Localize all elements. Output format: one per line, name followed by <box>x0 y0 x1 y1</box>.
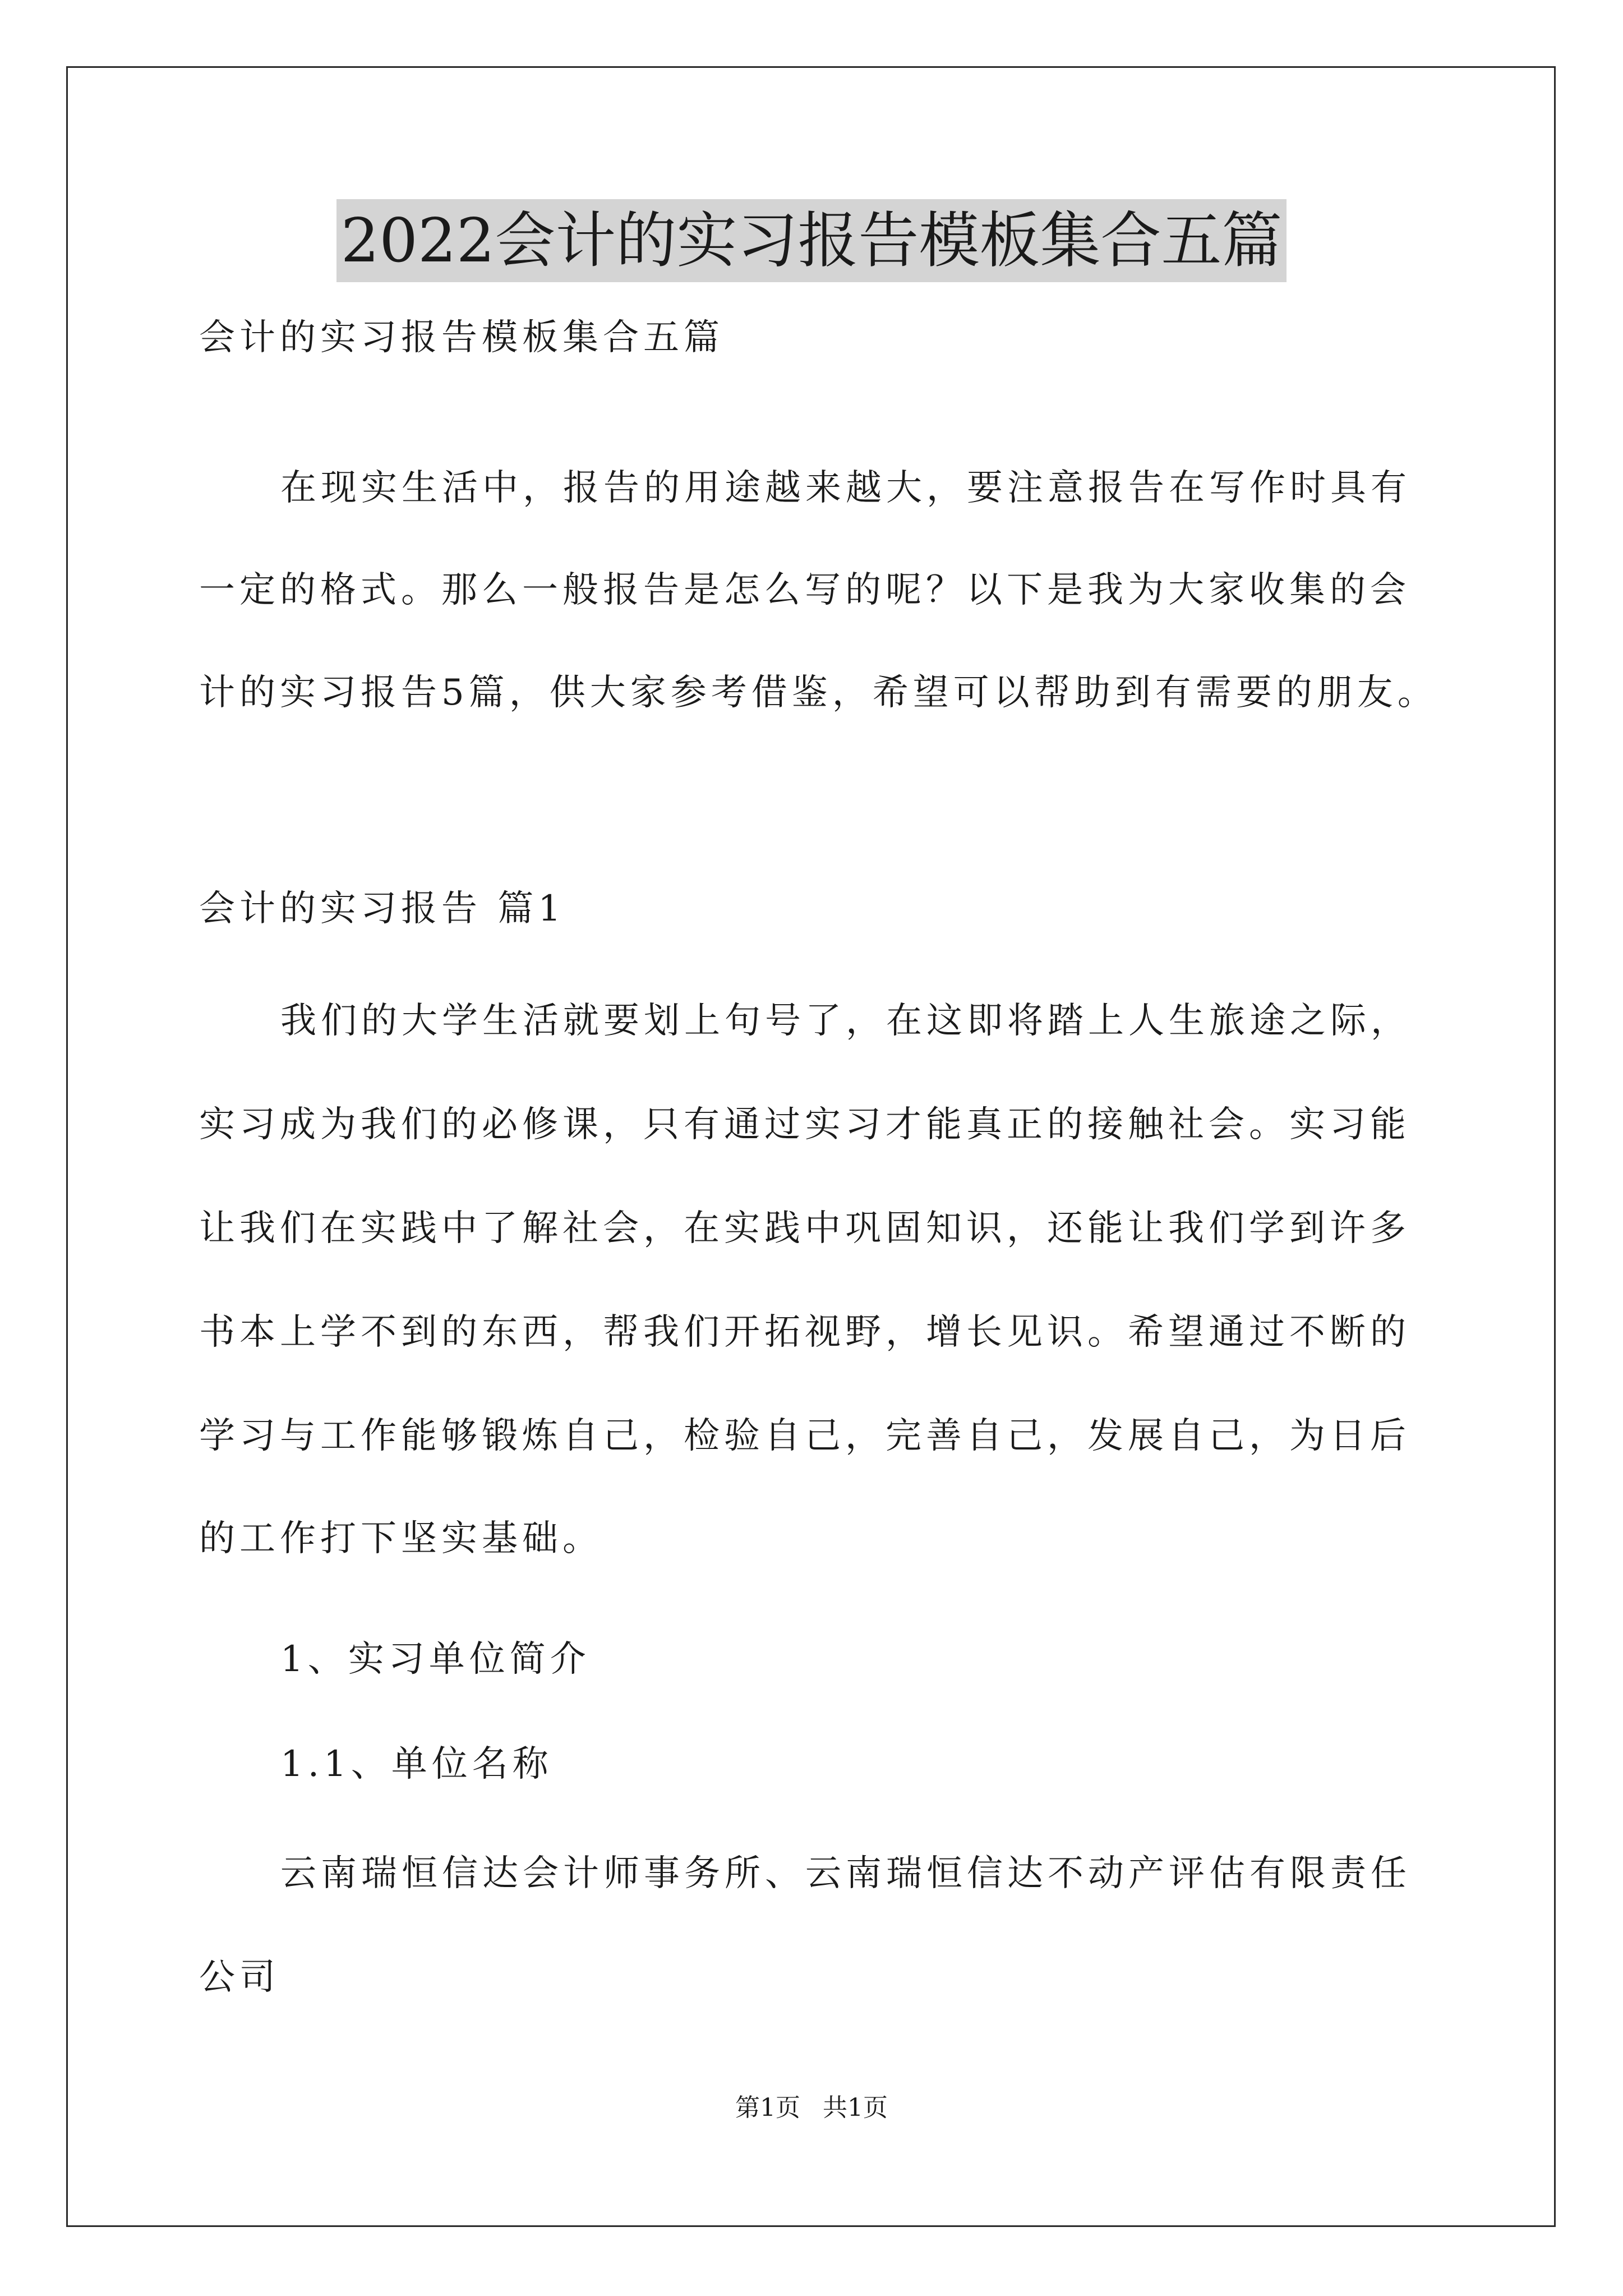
title-container <box>0 199 1623 282</box>
list-item-1: 1、实习单位简介 <box>280 1639 591 1680</box>
intro-line: 在现实生活中，报告的用途越来越大，要注意报告在写作时具有 <box>280 467 1411 509</box>
section-line: 的工作打下坚实基础。 <box>199 1518 603 1559</box>
page-number: 第1页 <box>735 2093 800 2122</box>
page-footer <box>0 2092 1623 2124</box>
section-line: 我们的大学生活就要划上句号了，在这即将踏上人生旅途之际， <box>280 1000 1411 1042</box>
company-line: 云南瑞恒信达会计师事务所、云南瑞恒信达不动产评估有限责任 <box>280 1853 1411 1894</box>
document-title: 2022会计的实习报告模板集合五篇 <box>336 199 1287 282</box>
company-line: 公司 <box>199 1957 280 1998</box>
document-subtitle: 会计的实习报告模板集合五篇 <box>199 317 724 358</box>
page-total: 共1页 <box>823 2093 888 2122</box>
list-item-1-1: 1.1、单位名称 <box>280 1743 553 1785</box>
section-line: 学习与工作能够锻炼自己，检验自己，完善自己，发展自己，为日后 <box>199 1415 1410 1457</box>
section-line: 让我们在实践中了解社会，在实践中巩固知识，还能让我们学到许多 <box>199 1208 1410 1249</box>
section-line: 书本上学不到的东西，帮我们开拓视野，增长见识。希望通过不断的 <box>199 1312 1410 1353</box>
intro-line: 计的实习报告5篇，供大家参考借鉴，希望可以帮助到有需要的朋友。 <box>199 672 1438 714</box>
section-heading: 会计的实习报告 篇1 <box>199 888 566 930</box>
intro-line: 一定的格式。那么一般报告是怎么写的呢？以下是我为大家收集的会 <box>199 569 1410 611</box>
section-line: 实习成为我们的必修课，只有通过实习才能真正的接触社会。实习能 <box>199 1104 1410 1145</box>
